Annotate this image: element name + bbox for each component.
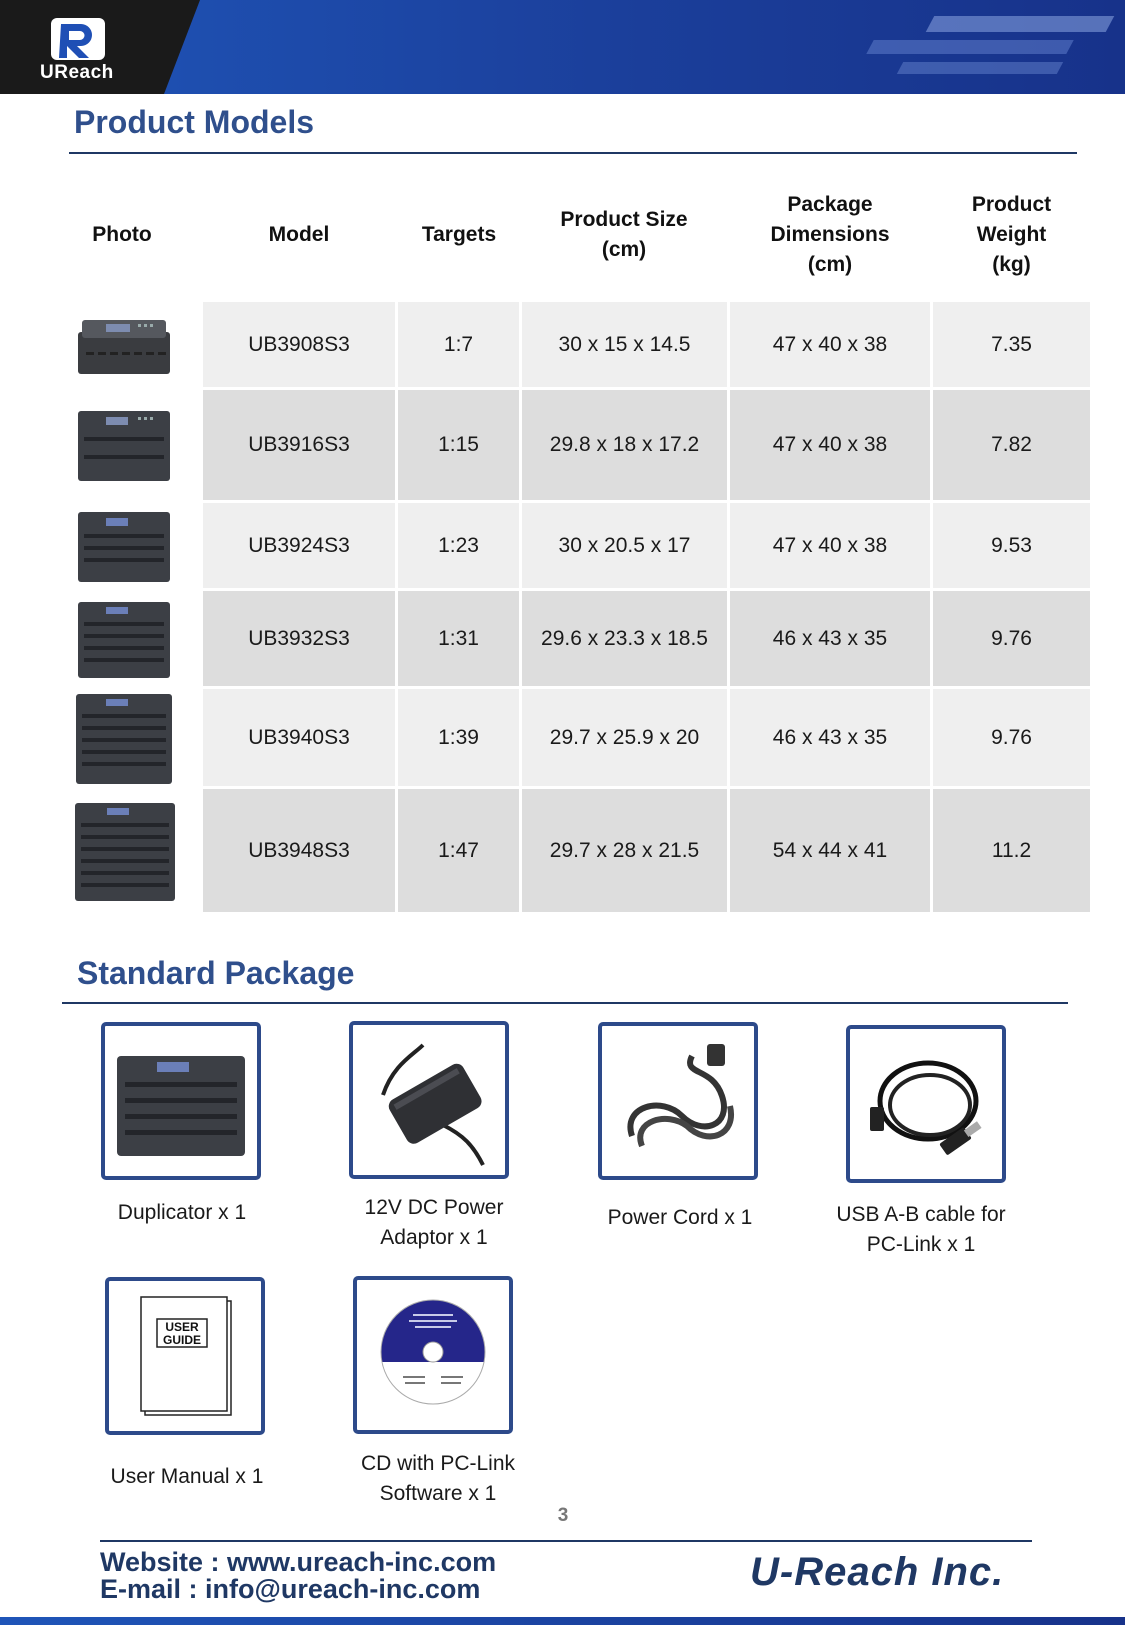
ureach-logo-icon <box>49 16 107 62</box>
col-weight-line1: Product <box>971 193 1052 216</box>
cell-size: 30 x 20.5 x 17 <box>522 503 727 588</box>
col-package-line3: (cm) <box>807 253 853 276</box>
duplicator-photo-icon <box>72 302 176 387</box>
col-product-weight <box>933 185 1090 285</box>
duplicator-photo-icon <box>72 503 176 588</box>
usb-cable-icon <box>850 1029 1002 1179</box>
cell-weight: 9.53 <box>933 503 1090 588</box>
package-label-line: USB A-B cable for <box>836 1203 1006 1226</box>
cell-size: 29.8 x 18 x 17.2 <box>522 390 727 500</box>
package-label-line: Duplicator x 1 <box>117 1201 247 1224</box>
cell-targets: 1:23 <box>398 503 519 588</box>
cell-package: 46 x 43 x 35 <box>730 591 930 686</box>
cell-model: UB3924S3 <box>203 503 395 588</box>
page-header <box>0 0 1125 94</box>
cell-weight: 11.2 <box>933 789 1090 912</box>
footer-email[interactable]: E-mail : info@ureach-inc.com <box>100 1574 481 1604</box>
package-item-frame <box>598 1022 758 1180</box>
power-adaptor-icon <box>353 1025 505 1175</box>
cell-weight: 7.35 <box>933 302 1090 387</box>
footer-rule <box>100 1540 1032 1542</box>
package-item-label <box>77 1462 297 1492</box>
col-model: Model <box>268 223 330 246</box>
cell-size: 29.7 x 28 x 21.5 <box>522 789 727 912</box>
company-name: U-Reach Inc. <box>750 1550 1005 1594</box>
col-product-size-line1: Product Size <box>560 208 688 231</box>
cell-model: UB3908S3 <box>203 302 395 387</box>
duplicator-photo-icon <box>72 789 178 912</box>
cell-weight: 9.76 <box>933 689 1090 786</box>
cell-package: 47 x 40 x 38 <box>730 390 930 500</box>
cell-package: 54 x 44 x 41 <box>730 789 930 912</box>
package-label-line: PC-Link x 1 <box>866 1233 976 1256</box>
header-stripe <box>926 16 1115 32</box>
cell-size: 29.6 x 23.3 x 18.5 <box>522 591 727 686</box>
col-weight-line3: (kg) <box>992 253 1031 276</box>
duplicator-photo-icon <box>72 390 176 500</box>
package-label-line: Software x 1 <box>379 1482 497 1505</box>
cell-model: UB3948S3 <box>203 789 395 912</box>
package-label-line: Power Cord x 1 <box>607 1206 753 1229</box>
cell-weight: 9.76 <box>933 591 1090 686</box>
package-item-label <box>72 1198 292 1228</box>
package-item-frame <box>101 1022 261 1180</box>
cell-size: 29.7 x 25.9 x 20 <box>522 689 727 786</box>
page-number: 3 <box>557 1505 569 1526</box>
package-label-line: User Manual x 1 <box>110 1465 264 1488</box>
power-cord-icon <box>602 1026 754 1176</box>
title-rule <box>62 1002 1068 1004</box>
cell-package: 46 x 43 x 35 <box>730 689 930 786</box>
package-label-line: Adaptor x 1 <box>380 1226 488 1249</box>
cd-icon <box>357 1280 509 1430</box>
cell-package: 47 x 40 x 38 <box>730 302 930 387</box>
cell-size: 30 x 15 x 14.5 <box>522 302 727 387</box>
col-product-size-line2: (cm) <box>601 238 647 261</box>
col-product-size <box>522 190 726 280</box>
cell-targets: 1:15 <box>398 390 519 500</box>
product-models-title: Product Models <box>74 104 315 140</box>
manual-cover-line: GUIDE <box>162 1333 202 1347</box>
cell-model: UB3940S3 <box>203 689 395 786</box>
package-item-label <box>328 1449 548 1509</box>
duplicator-icon <box>105 1026 257 1176</box>
header-stripe <box>897 62 1063 74</box>
col-weight-line2: Weight <box>976 223 1047 246</box>
duplicator-photo-icon <box>72 689 176 786</box>
footer-website[interactable]: Website : www.ureach-inc.com <box>100 1547 497 1577</box>
cell-weight: 7.82 <box>933 390 1090 500</box>
cell-model: UB3916S3 <box>203 390 395 500</box>
bottom-band <box>0 1617 1125 1625</box>
package-label-line: CD with PC-Link <box>360 1452 516 1475</box>
col-package-line2: Dimensions <box>770 223 890 246</box>
cell-package: 47 x 40 x 38 <box>730 503 930 588</box>
col-package-dimensions <box>730 185 930 285</box>
package-item-frame <box>353 1276 513 1434</box>
standard-package-title: Standard Package <box>77 955 355 991</box>
user-manual-icon <box>109 1281 261 1431</box>
header-stripe <box>866 40 1073 54</box>
package-item-frame <box>105 1277 265 1435</box>
package-item-label <box>570 1203 790 1233</box>
manual-cover-line: USER <box>165 1320 199 1334</box>
package-item-label <box>811 1200 1031 1260</box>
cell-targets: 1:31 <box>398 591 519 686</box>
package-item-frame <box>846 1025 1006 1183</box>
package-label-line: 12V DC Power <box>364 1196 504 1219</box>
package-item-label <box>324 1193 544 1253</box>
package-item-frame <box>349 1021 509 1179</box>
duplicator-photo-icon <box>72 591 176 686</box>
cell-targets: 1:7 <box>398 302 519 387</box>
title-rule <box>69 152 1077 154</box>
cell-model: UB3932S3 <box>203 591 395 686</box>
cell-targets: 1:47 <box>398 789 519 912</box>
brand-name: UReach <box>40 62 114 83</box>
col-package-line1: Package <box>787 193 873 216</box>
col-photo: Photo <box>92 223 152 246</box>
cell-targets: 1:39 <box>398 689 519 786</box>
col-targets: Targets <box>421 223 497 246</box>
